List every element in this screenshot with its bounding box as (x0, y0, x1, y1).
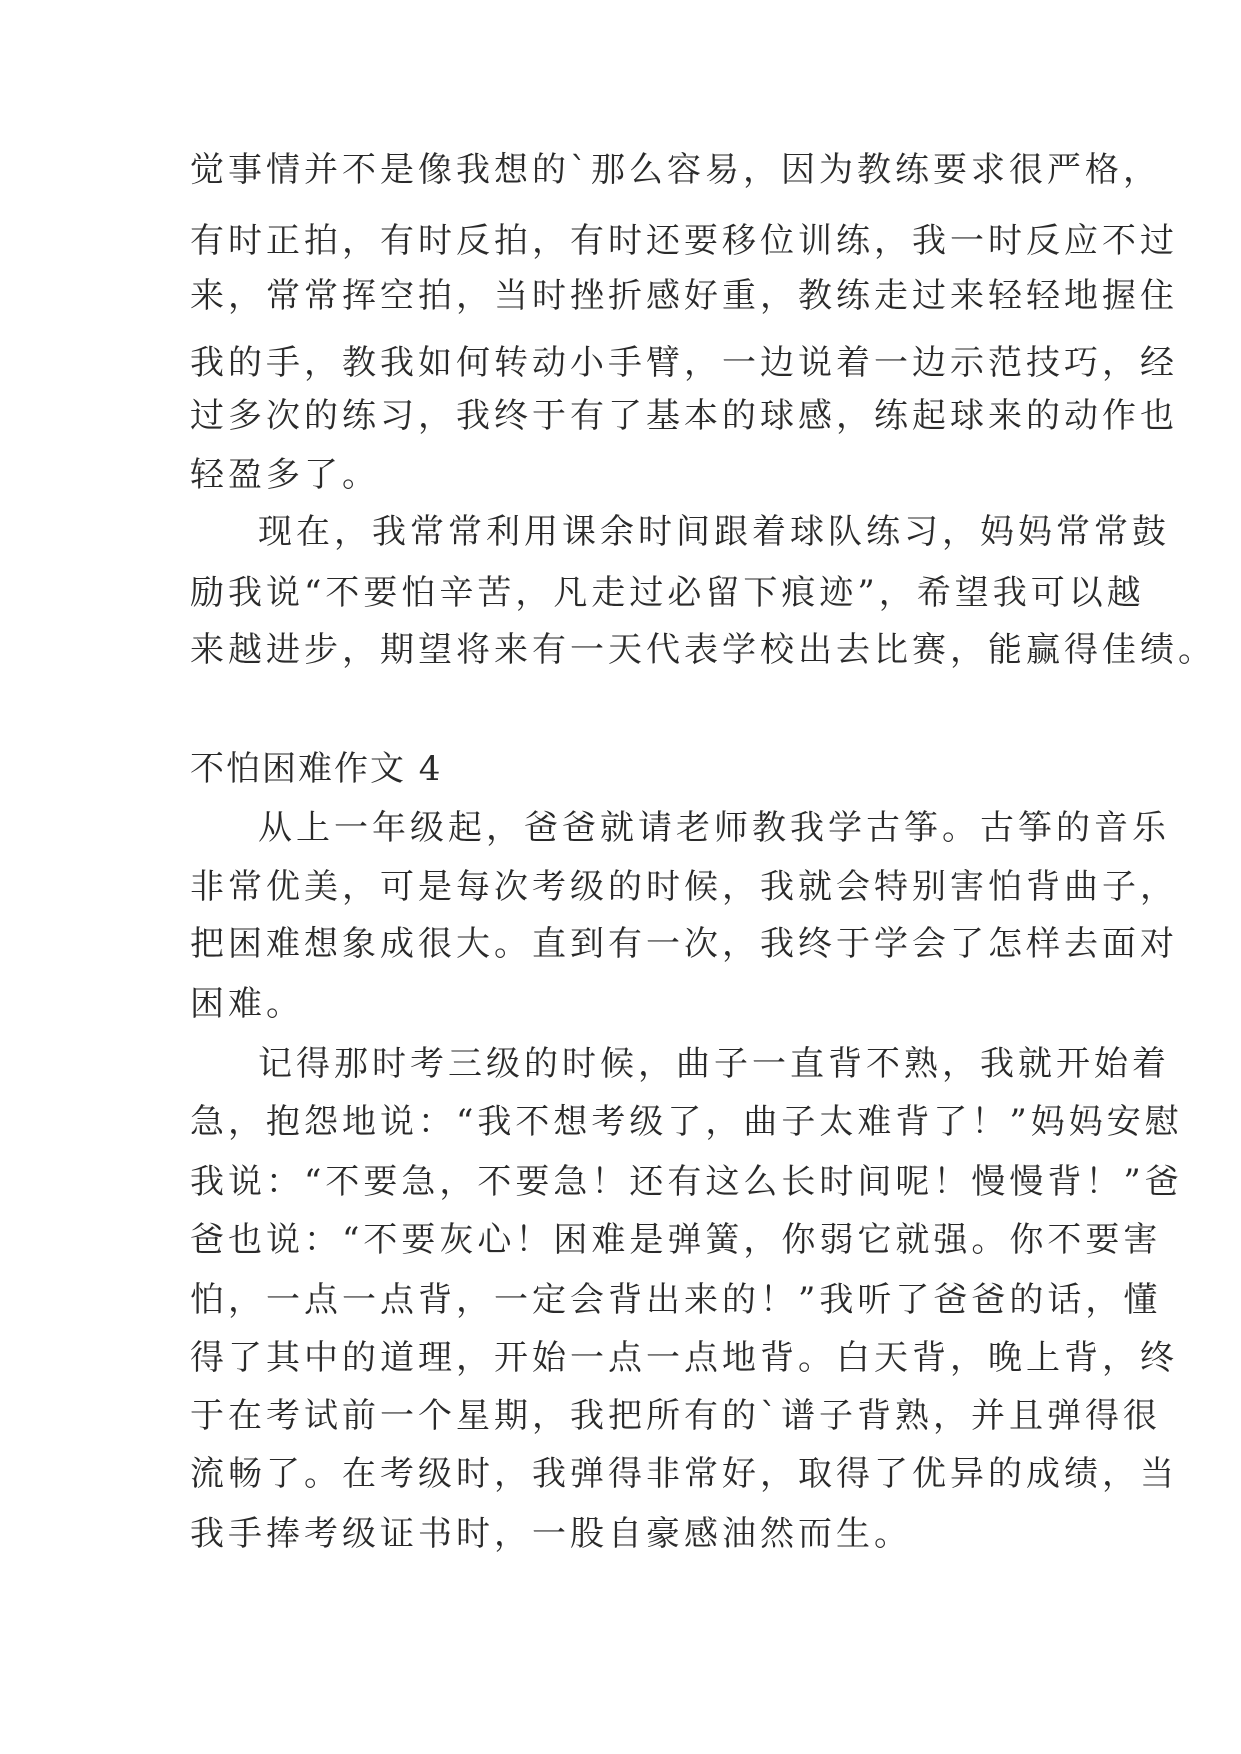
paragraph-line: 我说：“不要急，不要急！还有这么长时间呢！慢慢背！”爸 (190, 1162, 1183, 1202)
paragraph-line: 过多次的练习，我终于有了基本的球感，练起球来的动作也 (190, 396, 1178, 436)
paragraph-line: 轻盈多了。 (190, 455, 380, 495)
paragraph-line: 从上一年级起，爸爸就请老师教我学古筝。古筝的音乐 (258, 808, 1170, 848)
paragraph-line: 励我说“不要怕辛苦，凡走过必留下痕迹”，希望我可以越 (190, 573, 1145, 613)
paragraph-line: 来越进步，期望将来有一天代表学校出去比赛，能赢得佳绩。 (190, 630, 1216, 670)
paragraph-line: 急，抱怨地说：“我不想考级了，曲子太难背了！”妈妈安慰 (190, 1102, 1183, 1142)
paragraph-line: 我手捧考级证书时，一股自豪感油然而生。 (190, 1514, 912, 1554)
paragraph-line: 得了其中的道理，开始一点一点地背。白天背，晚上背，终 (190, 1338, 1178, 1378)
paragraph-line: 来，常常挥空拍，当时挫折感好重，教练走过来轻轻地握住 (190, 276, 1178, 316)
paragraph-line: 困难。 (190, 984, 304, 1024)
paragraph-line: 怕，一点一点背，一定会背出来的！”我听了爸爸的话，懂 (190, 1280, 1162, 1320)
paragraph-line: 非常优美，可是每次考级的时候，我就会特别害怕背曲子， (190, 867, 1178, 907)
paragraph-line: 觉事情并不是像我想的`那么容易，因为教练要求很严格， (190, 150, 1161, 190)
paragraph-line: 我的手，教我如何转动小手臂，一边说着一边示范技巧，经 (190, 343, 1178, 383)
section-title: 不怕困难作文 4 (190, 749, 443, 789)
paragraph-line: 于在考试前一个星期，我把所有的`谱子背熟，并且弹得很 (190, 1396, 1161, 1436)
paragraph-line: 记得那时考三级的时候，曲子一直背不熟，我就开始着 (258, 1044, 1170, 1084)
paragraph-line: 把困难想象成很大。直到有一次，我终于学会了怎样去面对 (190, 924, 1178, 964)
paragraph-line: 有时正拍，有时反拍，有时还要移位训练，我一时反应不过 (190, 221, 1178, 261)
paragraph-line: 流畅了。在考级时，我弹得非常好，取得了优异的成绩，当 (190, 1454, 1178, 1494)
paragraph-line: 爸也说：“不要灰心！困难是弹簧，你弱它就强。你不要害 (190, 1220, 1162, 1260)
paragraph-line: 现在，我常常利用课余时间跟着球队练习，妈妈常常鼓 (258, 512, 1170, 552)
